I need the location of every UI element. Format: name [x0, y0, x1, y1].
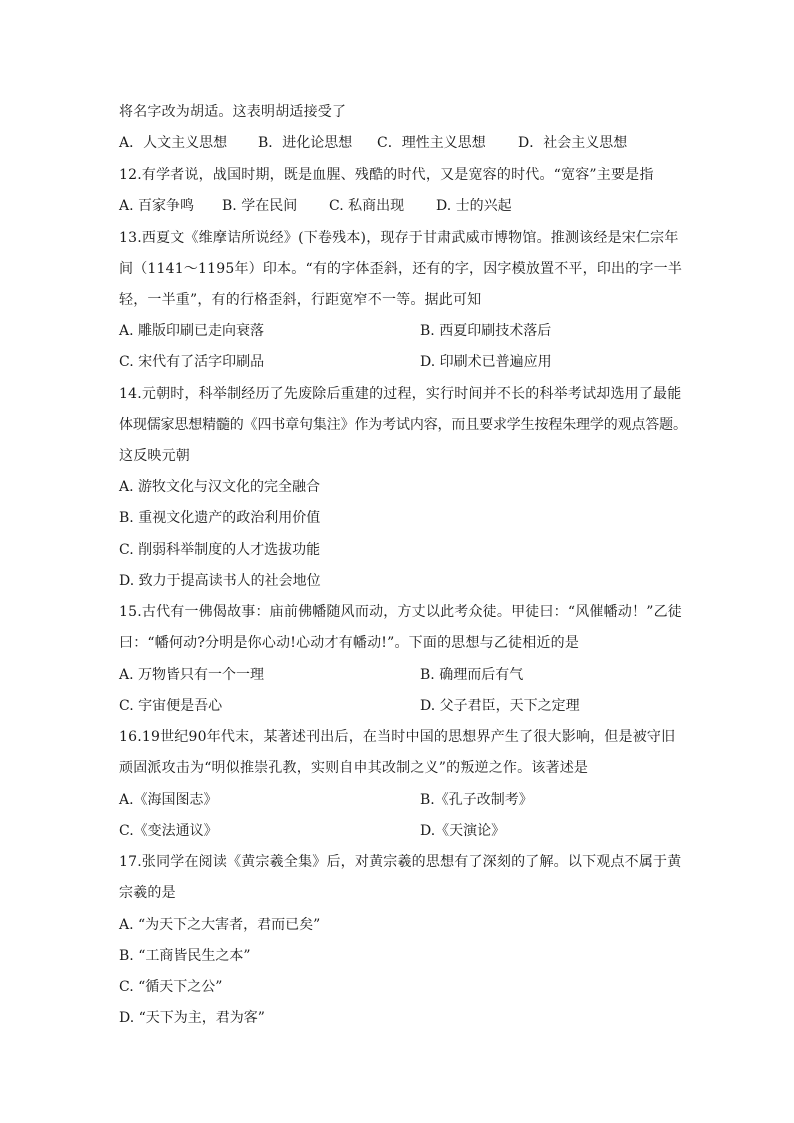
question-14-stem-line-2: 体现儒家思想精髓的《四书章句集注》作为考试内容，而且要求学生按程朱理学的观点答题。: [119, 417, 687, 433]
q11-option-a: A．人文主义思想: [119, 135, 228, 151]
q11-option-c: C．理性主义思想: [377, 135, 486, 151]
question-16-stem-line-1: 16.19世纪90年代末，某著述刊出后，在当时中国的思想界产生了很大影响，但是被守旧: [119, 729, 676, 745]
q16-option-a: A.《海国图志》: [119, 792, 218, 808]
question-15-stem-line-2: 曰：“幡何动?分明是你心动!心动才有幡动!”。下面的思想与乙徒相近的是: [119, 635, 580, 651]
q12-option-a: A. 百家争鸣: [119, 198, 195, 214]
question-12-stem: 12.有学者说，战国时期，既是血腥、残酷的时代，又是宽容的时代。“宽容”主要是指: [119, 167, 654, 183]
question-13-stem-line-1: 13.西夏文《维摩诘所说经》(下卷残本)，现存于甘肃武威市博物馆。推测该经是宋仁宗年: [119, 230, 679, 246]
q12-option-b: B. 学在民间: [222, 198, 298, 214]
q11-option-b: B．进化论思想: [258, 135, 353, 151]
q13-option-a: A. 雕版印刷已走向衰落: [119, 323, 265, 339]
q15-option-a: A. 万物皆只有一个一理: [119, 667, 265, 683]
q16-option-d: D.《天演论》: [420, 823, 506, 839]
q15-option-d: D. 父子君臣，天下之定理: [420, 698, 580, 714]
q12-option-c: C. 私商出现: [329, 198, 405, 214]
q17-option-a: A. “为天下之大害者，君而已矣”: [119, 917, 321, 933]
q15-option-b: B. 确理而后有气: [420, 667, 524, 683]
question-14-stem-line-3: 这反映元朝: [119, 448, 190, 464]
q14-option-c: C. 削弱科举制度的人才选拔功能: [119, 542, 321, 558]
q17-option-d: D. “天下为主，君为客”: [119, 1010, 265, 1026]
question-15-stem-line-1: 15.古代有一佛偈故事：庙前佛幡随风而动，方丈以此考众徒。甲徒曰：“风催幡动！”乙徒: [119, 604, 682, 620]
q13-option-c: C. 宋代有了活字印刷品: [119, 354, 265, 370]
question-13-stem-line-2: 间（1141～1195年）印本。“有的字体歪斜，还有的字，因字模放置不平，印出的字一半: [119, 261, 683, 277]
q17-option-b: B. “工商皆民生之本”: [119, 948, 251, 964]
question-14-stem-line-1: 14.元朝时，科举制经历了先废除后重建的过程，实行时间并不长的科举考试却选用了最能: [119, 386, 682, 402]
q13-option-b: B. 西夏印刷技术落后: [420, 323, 552, 339]
q16-option-c: C.《变法通议》: [119, 823, 218, 839]
q14-option-d: D. 致力于提高读书人的社会地位: [119, 573, 321, 589]
q11-option-d: D．社会主义思想: [518, 135, 628, 151]
question-17-stem-line-1: 17.张同学在阅读《黄宗羲全集》后，对黄宗羲的思想有了深刻的了解。以下观点不属于黄: [119, 854, 682, 870]
question-16-stem-line-2: 顽固派攻击为“明似推崇孔教，实则自申其改制之义”的叛逆之作。该著述是: [119, 760, 589, 776]
q15-option-c: C. 宇宙便是吾心: [119, 698, 223, 714]
q14-option-a: A. 游牧文化与汉文化的完全融合: [119, 479, 321, 495]
q13-option-d: D. 印刷术已普遍应用: [420, 354, 552, 370]
q12-option-d: D. 士的兴起: [436, 198, 512, 214]
q16-option-b: B.《孔子改制考》: [420, 792, 533, 808]
question-13-stem-line-3: 轻，一半重”，有的行格歪斜，行距宽窄不一等。据此可知: [119, 292, 482, 308]
question-11-stem-tail: 将名字改为胡适。这表明胡适接受了: [119, 104, 347, 120]
q14-option-b: B. 重视文化遗产的政治利用价值: [119, 510, 321, 526]
q17-option-c: C. “循天下之公”: [119, 979, 223, 995]
question-17-stem-line-2: 宗羲的是: [119, 885, 176, 901]
